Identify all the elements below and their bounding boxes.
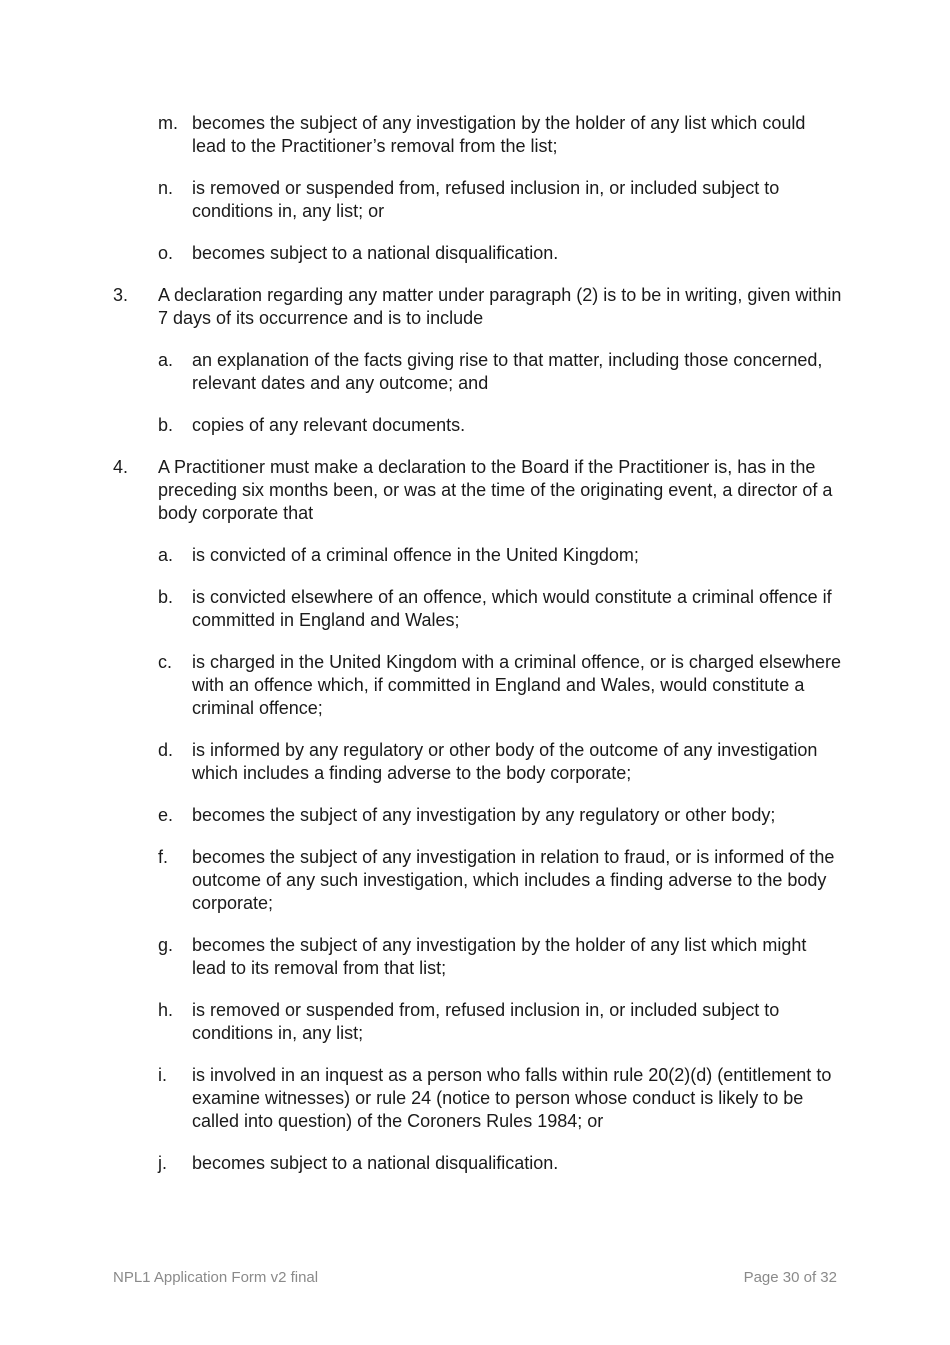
item-letter: d. [158,740,174,760]
item-letter: e. [158,805,174,825]
list-item [158,1064,843,1133]
item-text: becomes the subject of any investigation by the holder of any list which could lead to the Practitioner’s removal from the list; [192,113,806,156]
list-item [158,1152,843,1175]
item-letter: g. [158,935,174,955]
item-letter: h. [158,1000,174,1020]
paragraph-4 [113,456,843,525]
item-text: an explanation of the facts giving rise to that matter, including those concerned, relevant dates and any outcome; and [192,350,823,393]
paragraph-number: 3. [113,285,129,305]
document-body [113,112,843,1194]
item-letter: j. [158,1153,167,1173]
item-text: is removed or suspended from, refused inclusion in, or included subject to conditions in, any list; [192,1000,780,1043]
item-text: becomes the subject of any investigation by any regulatory or other body; [192,805,776,825]
item-text: becomes subject to a national disqualification. [192,1153,559,1173]
item-letter: n. [158,178,174,198]
paragraph-text: A declaration regarding any matter under paragraph (2) is to be in writing, given within 7 days of its occurrence and is to include [158,285,842,328]
list-item [158,586,843,632]
item-text: is convicted elsewhere of an offence, which would constitute a criminal offence if committed in England and Wales; [192,587,832,630]
list-item [158,349,843,395]
item-letter: o. [158,243,174,263]
item-letter: i. [158,1065,167,1085]
item-text: becomes subject to a national disqualification. [192,243,559,263]
item-letter: b. [158,587,174,607]
list-item [158,414,843,437]
list-item [158,846,843,915]
item-text: is removed or suspended from, refused inclusion in, or included subject to conditions in, any list; or [192,178,780,221]
item-letter: a. [158,545,174,565]
paragraph-3 [113,284,843,330]
list-item [158,544,843,567]
item-letter: c. [158,652,173,672]
item-letter: f. [158,847,169,867]
item-letter: a. [158,350,174,370]
list-item [158,112,843,158]
paragraph-text: A Practitioner must make a declaration to the Board if the Practitioner is, has in the preceding six months been, or was at the time of the originating event, a director of a body corporate that [158,457,833,523]
list-item [158,804,843,827]
list-item [158,177,843,223]
page-number: Page 30 of 32 [743,1269,837,1286]
item-text: becomes the subject of any investigation in relation to fraud, or is informed of the outcome of any such investigation, which includes a finding adverse to the body corporate; [192,847,835,913]
sublist-top [113,112,843,265]
list-item [158,999,843,1045]
item-letter: b. [158,415,174,435]
document-title: NPL1 Application Form v2 final [113,1269,319,1286]
item-text: is charged in the United Kingdom with a criminal offence, or is charged elsewhere with an offence which, if committed in England and Wales, would constitute a criminal offence; [192,652,842,718]
item-text: is involved in an inquest as a person who falls within rule 20(2)(d) (entitlement to examine witnesses) or rule 24 (notice to person whose conduct is likely to be called into question) of the Coroners Rules 1984; or [192,1065,832,1131]
item-letter: m. [158,113,178,133]
list-item [158,651,843,720]
item-text: becomes the subject of any investigation by the holder of any list which might lead to its removal from that list; [192,935,807,978]
item-text: is informed by any regulatory or other body of the outcome of any investigation which includes a finding adverse to the body corporate; [192,740,818,783]
list-item [158,739,843,785]
item-text: is convicted of a criminal offence in the United Kingdom; [192,545,639,565]
page-footer [113,1269,837,1286]
paragraph-number: 4. [113,457,129,477]
list-item [158,934,843,980]
list-item [158,242,843,265]
item-text: copies of any relevant documents. [192,415,466,435]
